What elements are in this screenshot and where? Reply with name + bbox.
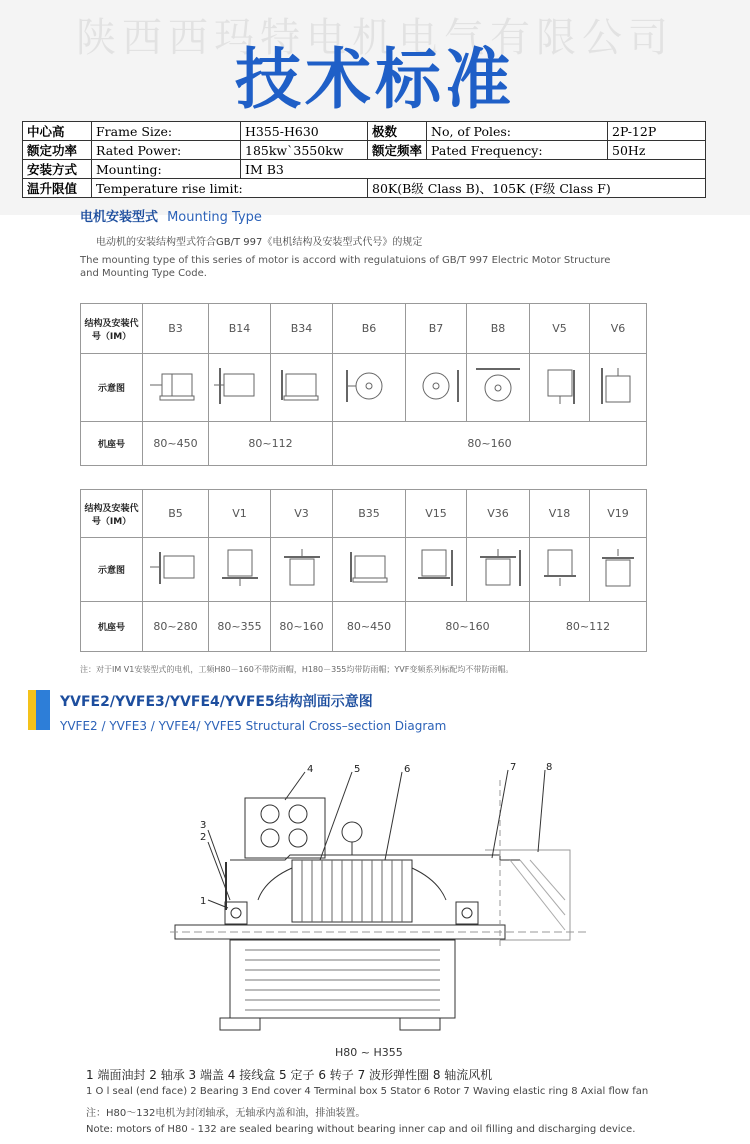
row-header-sketch: 示意图: [81, 538, 143, 602]
callout-label: 4: [307, 764, 314, 775]
spec-label-cn: 极数: [368, 122, 427, 141]
mount-sketch-b6: [333, 354, 406, 422]
frame-range-label: H80 ~ H355: [335, 1046, 403, 1059]
row-header-sketch: 示意图: [81, 354, 143, 422]
mount-sketch-v6: [590, 354, 647, 422]
im-code: V15: [406, 490, 467, 538]
mount-sketch-v1: [209, 538, 271, 602]
frame-range: 80~160: [333, 422, 647, 466]
frame-range: 80~160: [271, 602, 333, 652]
spec-value: H355-H630: [241, 122, 368, 141]
im-code: B14: [209, 304, 271, 354]
legend-en: 1 O l seal (end face) 2 Bearing 3 End cover 4 Terminal box 5 Stator 6 Rotor 7 Waving elastic ring 8 Axial flow fan: [86, 1086, 649, 1097]
cross-section-diagram: [170, 760, 600, 1050]
mount-sketch-v5: [530, 354, 590, 422]
callout-label: 2: [200, 832, 207, 843]
spec-row: [23, 122, 706, 141]
callout-label: 1: [200, 896, 207, 907]
company-watermark: 陕西西玛特电机电气有限公司: [76, 15, 674, 61]
spec-value: 2P-12P: [608, 122, 706, 141]
frame-range: 80~112: [209, 422, 333, 466]
table-row: [81, 304, 647, 354]
im-code: V36: [467, 490, 530, 538]
spec-label-en: Temperature rise limit:: [92, 179, 368, 198]
im-code: B6: [333, 304, 406, 354]
im-code: B3: [143, 304, 209, 354]
mounting-title-cn: 电机安装型式: [80, 210, 159, 225]
spec-label-cn: 额定频率: [368, 141, 427, 160]
section-accent-stripe: [28, 690, 36, 730]
row-header-code: 结构及安装代号（IM）: [81, 490, 143, 538]
im-code: B34: [271, 304, 333, 354]
spec-row: [23, 160, 706, 179]
im-code: V5: [530, 304, 590, 354]
frame-range: 80~160: [406, 602, 530, 652]
mount-sketch-b5: [143, 538, 209, 602]
mount-sketch-v19: [590, 538, 647, 602]
spec-label-en: Frame Size:: [92, 122, 241, 141]
mounting-desc-cn: 电动机的安装结构型式符合GB/T 997《电机结构及安装型式代号》的规定: [96, 237, 423, 248]
callout-label: 6: [404, 764, 411, 775]
im-code: B5: [143, 490, 209, 538]
spec-value: 80K(B级 Class B)、105K (F级 Class F): [368, 179, 706, 198]
frame-range: 80~355: [209, 602, 271, 652]
spec-label-en: No, of Poles:: [427, 122, 608, 141]
table-row: [81, 490, 647, 538]
mount-sketch-v15: [406, 538, 467, 602]
mount-sketch-b34: [271, 354, 333, 422]
spec-label-en: Pated Frequency:: [427, 141, 608, 160]
section-subtitle: YVFE2 / YVFE3 / YVFE4/ YVFE5 Structural Cross–section Diagram: [60, 719, 447, 733]
spec-label-cn: 温升限值: [23, 179, 92, 198]
mount-sketch-v3: [271, 538, 333, 602]
legend-cn: 1 端面油封 2 轴承 3 端盖 4 接线盒 5 定子 6 转子 7 波形弹性圈 8 轴流风机: [86, 1068, 493, 1082]
frame-range: 80~112: [530, 602, 647, 652]
table-row: [81, 602, 647, 652]
callout-label: 8: [546, 762, 553, 773]
im-code: V6: [590, 304, 647, 354]
table-row: [81, 354, 647, 422]
table-row: [81, 422, 647, 466]
terminal-box: [245, 798, 325, 858]
row-header-code: 结构及安装代号（IM）: [81, 304, 143, 354]
spec-table: [22, 121, 706, 198]
diagram-note-cn: 注：H80～132电机为封闭轴承，无轴承内盖和油，排油装置。: [86, 1108, 366, 1119]
mount-sketch-b8: [467, 354, 530, 422]
spec-value: 185kw`3550kw: [241, 141, 368, 160]
row-header-frame: 机座号: [81, 602, 143, 652]
mount-sketch-b35: [333, 538, 406, 602]
spec-value: IM B3: [241, 160, 706, 179]
spec-label-cn: 中心高: [23, 122, 92, 141]
spec-label-en: Rated Power:: [92, 141, 241, 160]
mounting-table-1: [80, 303, 647, 466]
callout-label: 5: [354, 764, 361, 775]
table-row: [81, 538, 647, 602]
im-code: V1: [209, 490, 271, 538]
diagram-note-en: Note: motors of H80 - 132 are sealed bearing without bearing inner cap and oil filling and discharging device.: [86, 1124, 636, 1135]
spec-value: 50Hz: [608, 141, 706, 160]
section-title: YVFE2/YVFE3/YVFE4/YVFE5结构剖面示意图: [60, 694, 373, 710]
mounting-note: 注：对于IM V1安装型式的电机，工频H80－160不带防雨帽，H180－355均带防雨帽；YVF变频系列标配均不带防雨帽。: [80, 665, 514, 674]
mount-sketch-b7: [406, 354, 467, 422]
mount-sketch-v18: [530, 538, 590, 602]
mounting-desc-en: The mounting type of this series of motor is accord with regulatuions of GB/T 997 Electric Motor Structure and Mounting Type Code.: [80, 255, 611, 279]
spec-label-cn: 安装方式: [23, 160, 92, 179]
mount-sketch-b14: [209, 354, 271, 422]
spec-label-cn: 额定功率: [23, 141, 92, 160]
frame-range: 80~450: [333, 602, 406, 652]
mounting-table-2: [80, 489, 647, 652]
im-code: V18: [530, 490, 590, 538]
callout-label: 3: [200, 820, 207, 831]
im-code: V3: [271, 490, 333, 538]
mount-sketch-v36: [467, 538, 530, 602]
mounting-title: [80, 206, 262, 225]
im-code: B8: [467, 304, 530, 354]
row-header-frame: 机座号: [81, 422, 143, 466]
mounting-title-en: Mounting Type: [167, 210, 262, 225]
im-code: B35: [333, 490, 406, 538]
spec-label-en: Mounting:: [92, 160, 241, 179]
mount-sketch-b3: [143, 354, 209, 422]
callout-label: 7: [510, 762, 517, 773]
frame-range: 80~450: [143, 422, 209, 466]
spec-row: [23, 141, 706, 160]
page-title: 技术标准: [235, 41, 515, 118]
im-code: V19: [590, 490, 647, 538]
im-code: B7: [406, 304, 467, 354]
frame-range: 80~280: [143, 602, 209, 652]
spec-row: [23, 179, 706, 198]
